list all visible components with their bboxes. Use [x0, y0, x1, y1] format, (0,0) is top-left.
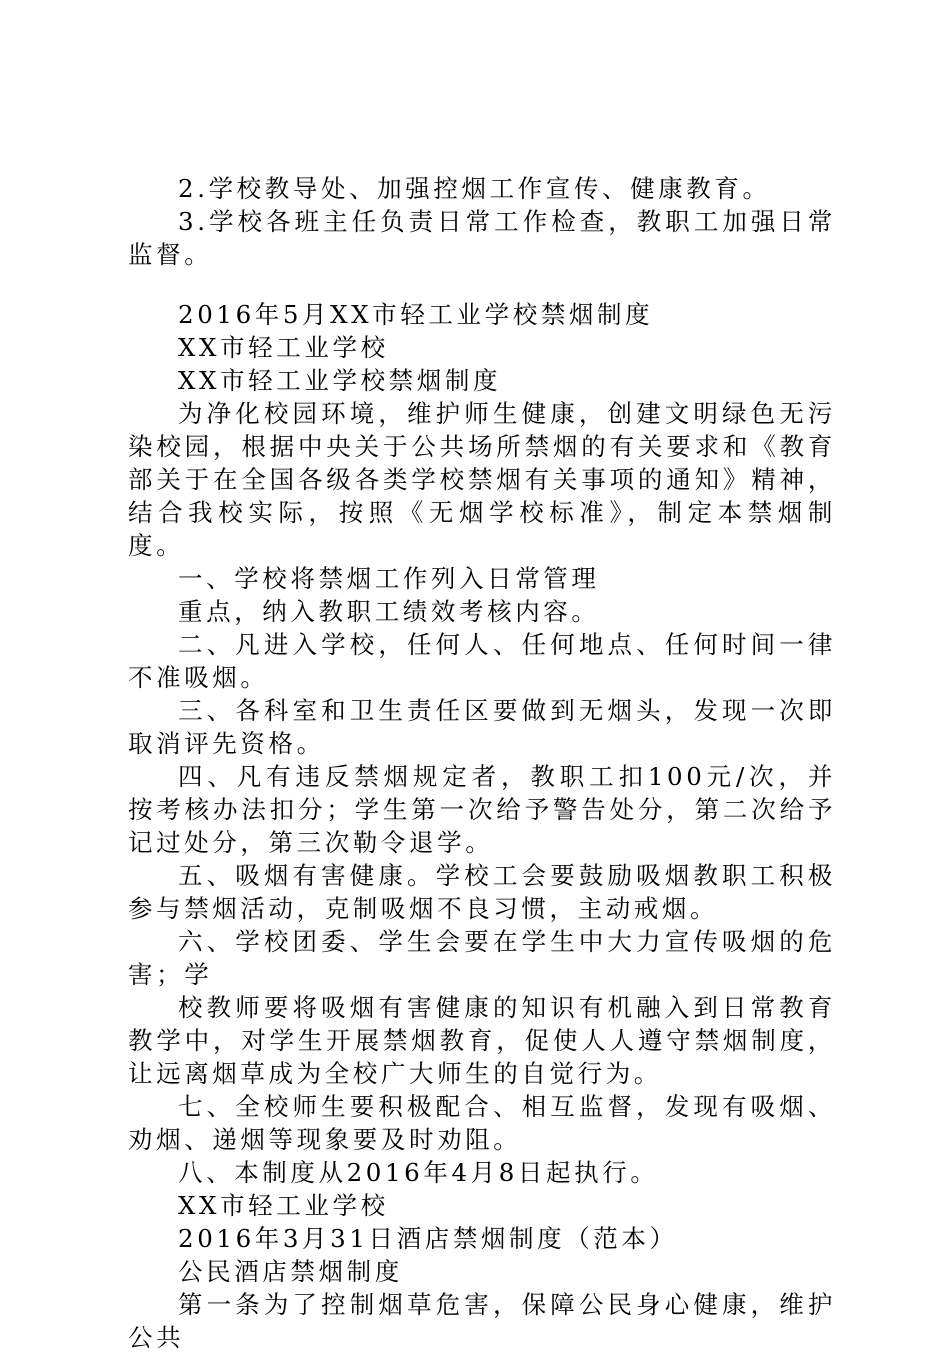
paragraph: 八、本制度从2016年4月8日起执行。 [178, 1158, 659, 1187]
paragraph-gap [128, 271, 836, 298]
paragraph: 重点，纳入教职工绩效考核内容。 [178, 597, 600, 626]
paragraph: 七、全校师生要积极配合、相互监督，发现有吸烟、劝烟、递烟等现象要及时劝阻。 [128, 1092, 836, 1154]
paragraph: 校教师要将吸烟有害健康的知识有机融入到日常教育教学中，对学生开展禁烟教育，促使人人遵守禁烟制度，让远离烟草成为全校广大师生的自觉行为。 [128, 993, 836, 1088]
paragraph: 五、吸烟有害健康。学校工会要鼓励吸烟教职工积极参与禁烟活动，克制吸烟不良习惯，主动戒烟。 [128, 861, 836, 923]
paragraph: 2016年5月XX市轻工业学校禁烟制度 [178, 300, 654, 329]
paragraph: 一、学校将禁烟工作列入日常管理 [178, 564, 600, 593]
paragraph: 2016年3月31日酒店禁烟制度（范本） [178, 1224, 678, 1253]
paragraph: 为净化校园环境，维护师生健康，创建文明绿色无污染校园，根据中央关于公共场所禁烟的有关要求和《教育部关于在全国各级各类学校禁烟有关事项的通知》精神，结合我校实际，按照《无烟学校标准》，制定本禁烟制度。 [128, 399, 836, 560]
paragraph: 3.学校各班主任负责日常工作检查，教职工加强日常监督。 [128, 207, 836, 269]
paragraph: 二、凡进入学校，任何人、任何地点、任何时间一律不准吸烟。 [128, 630, 836, 692]
paragraph: 公民酒店禁烟制度 [178, 1257, 403, 1286]
paragraph: 六、学校团委、学生会要在学生中大力宣传吸烟的危害；学 [128, 927, 836, 989]
paragraph: XX市轻工业学校 [178, 1191, 389, 1220]
paragraph: 三、各科室和卫生责任区要做到无烟头，发现一次即取消评先资格。 [128, 696, 836, 758]
paragraph: 2.学校教导处、加强控烟工作宣传、健康教育。 [178, 174, 771, 203]
paragraph: XX市轻工业学校禁烟制度 [178, 366, 502, 395]
paragraph: 第一条为了控制烟草危害，保障公民身心健康，维护公共 [128, 1290, 836, 1352]
paragraph: XX市轻工业学校 [178, 333, 389, 362]
paragraph: 四、凡有违反禁烟规定者，教职工扣100元/次，并按考核办法扣分；学生第一次给予警告处分，第二次给予记过处分，第三次勒令退学。 [128, 762, 836, 857]
document-body [128, 172, 836, 1354]
